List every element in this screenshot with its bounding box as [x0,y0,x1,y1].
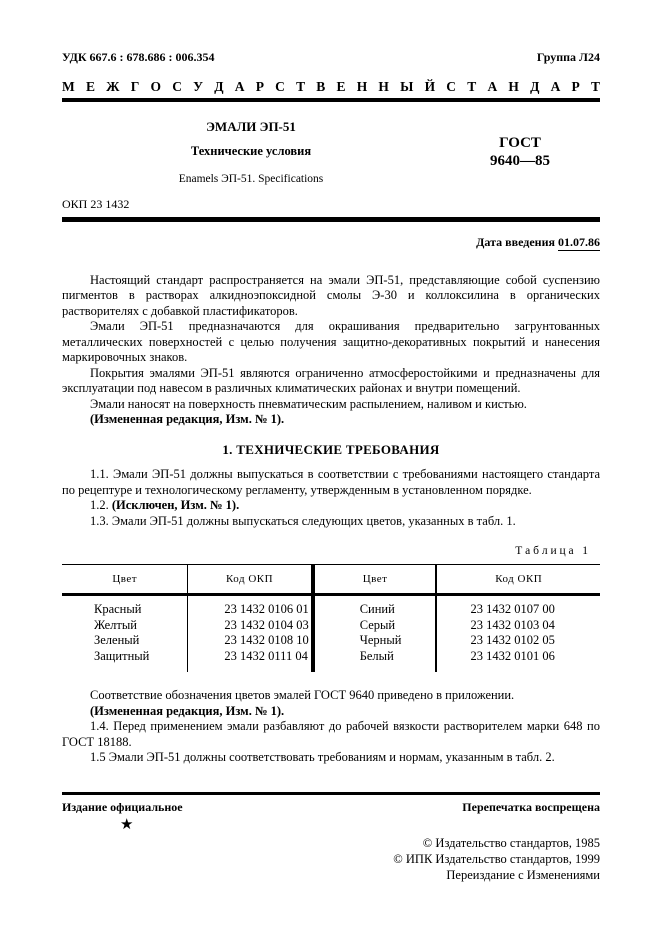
intro-paragraph-4: Эмали наносят на поверхность пневматическим распылением, наливом и кистью. [90,396,527,411]
header-color-1: Цвет [62,564,188,595]
gost-designation [440,119,600,188]
footer-labels [62,800,600,816]
header-okp-2: Код ОКП [436,564,600,595]
udk-code: УДК 667.6 : 678.686 : 006.354 [62,50,215,64]
cell-color: Серый [313,618,437,634]
copyright-block [62,835,600,883]
intro-paragraph-3: Покрытия эмалями ЭП-51 являются ограниченно атмосферостойкими и предназначены для эксплуатации под навесом в различных климатических районах и внутри помещений. [62,365,600,395]
header-color-2: Цвет [313,564,437,595]
cell-okp: 23 1432 0102 05 [470,633,555,647]
title-rule [62,217,600,222]
table-row [62,595,600,618]
cell-color: Белый [313,649,437,673]
document-subtitle: Технические условия [190,143,312,158]
clause-1-2 [62,498,600,514]
section-1-heading: 1. ТЕХНИЧЕСКИЕ ТРЕБОВАНИЯ [222,441,440,457]
standard-type-line: М Е Ж Г О С У Д А Р С Т В Е Н Н Ы Й С Т А Н Д А Р Т [62,78,600,94]
date-label: Дата введения [476,235,555,249]
amendment-note-2: (Измененная редакция, Изм. № 1). [90,703,285,718]
cell-color: Черный [313,633,437,649]
table-row [62,618,600,634]
cell-color: Красный [62,595,188,618]
table-header-row [62,564,600,595]
intro-section [62,273,600,428]
copyright-line-3: Переиздание с Изменениями [446,868,600,882]
date-value: 01.07.86 [558,235,600,249]
intro-amendment-note: (Измененная редакция, Изм. № 1). [90,412,285,426]
gost-number: 9640—85 [490,153,550,169]
cell-color: Зеленый [62,633,188,649]
gost-label: ГОСТ [499,135,541,151]
group-code: Группа Л24 [536,50,600,64]
cell-color: Синий [313,595,437,618]
official-edition-label: Издание официальное [62,799,183,814]
cell-okp: 23 1432 0111 04 [188,649,313,673]
reprint-prohibited-label: Перепечатка воспрещена [462,799,600,814]
copyright-line-2: © ИПК Издательство стандартов, 1999 [393,852,600,866]
introduction-date [62,235,600,251]
section-1-body [62,467,600,529]
document-title: ЭМАЛИ ЭП-51 [206,119,296,134]
table-1-caption: Т а б л и ц а 1 [515,545,588,557]
footer-rule [62,792,600,795]
clause-1-2-note: (Исключен, Изм. № 1). [111,498,240,512]
table-row [62,649,600,673]
cell-okp: 23 1432 0101 06 [470,648,555,663]
clause-1-5: 1.5 Эмали ЭП-51 должны соответствовать требованиям и нормам, указанным в табл. 2. [90,750,555,764]
copyright-line-1: © Издательство стандартов, 1985 [422,836,600,850]
cell-okp: 23 1432 0104 03 [188,618,313,634]
header-rule [62,98,600,102]
header-okp-1: Код ОКП [188,564,313,595]
cell-okp: 23 1432 0103 04 [470,617,555,632]
appendix-reference: Соответствие обозначения цветов эмалей ГОСТ 9640 приведено в приложении. [90,688,515,702]
title-block [62,119,600,188]
clause-1-1: 1.1. Эмали ЭП-51 должны выпускаться в соответствии с требованиями настоящего стандарта по рецептуре и технологическому регламенту, утвержденным в установленном порядке. [62,467,600,497]
intro-paragraph-1: Настоящий стандарт распространяется на эмали ЭП-51, представляющие собой суспензию пигментов в растворах алкидноэпоксидной смолы Э-30 и коллоксилина в органических растворителях с добавкой пластификаторов. [62,272,600,318]
intro-paragraph-2: Эмали ЭП-51 предназначаются для окрашивания предварительно загрунтованных металлических поверхностей с целью получения защитно-декоративных покрытий и нанесения маркировочных знаков. [62,319,600,364]
clause-1-4: 1.4. Перед применением эмали разбавляют до рабочей вязкости растворителем марки 648 по ГОСТ 18188. [62,719,600,749]
document-header [62,50,600,66]
cell-okp: 23 1432 0107 00 [470,602,555,616]
title-left [62,119,440,188]
after-table-section [62,688,600,766]
okp-code: ОКП 23 1432 [62,196,130,211]
cell-okp: 23 1432 0106 01 [188,595,313,618]
color-code-table [62,564,600,673]
table-row [62,633,600,649]
clause-1-3: 1.3. Эмали ЭП-51 должны выпускаться следующих цветов, указанных в табл. 1. [90,513,516,528]
clause-1-2-number: 1.2. [90,498,112,512]
star-icon: ★ [120,817,134,833]
document-subtitle-en: Enamels ЭП-51. Specifications [178,173,324,185]
cell-okp: 23 1432 0108 10 [188,633,313,649]
cell-color: Желтый [62,618,188,634]
cell-color: Защитный [62,649,188,673]
